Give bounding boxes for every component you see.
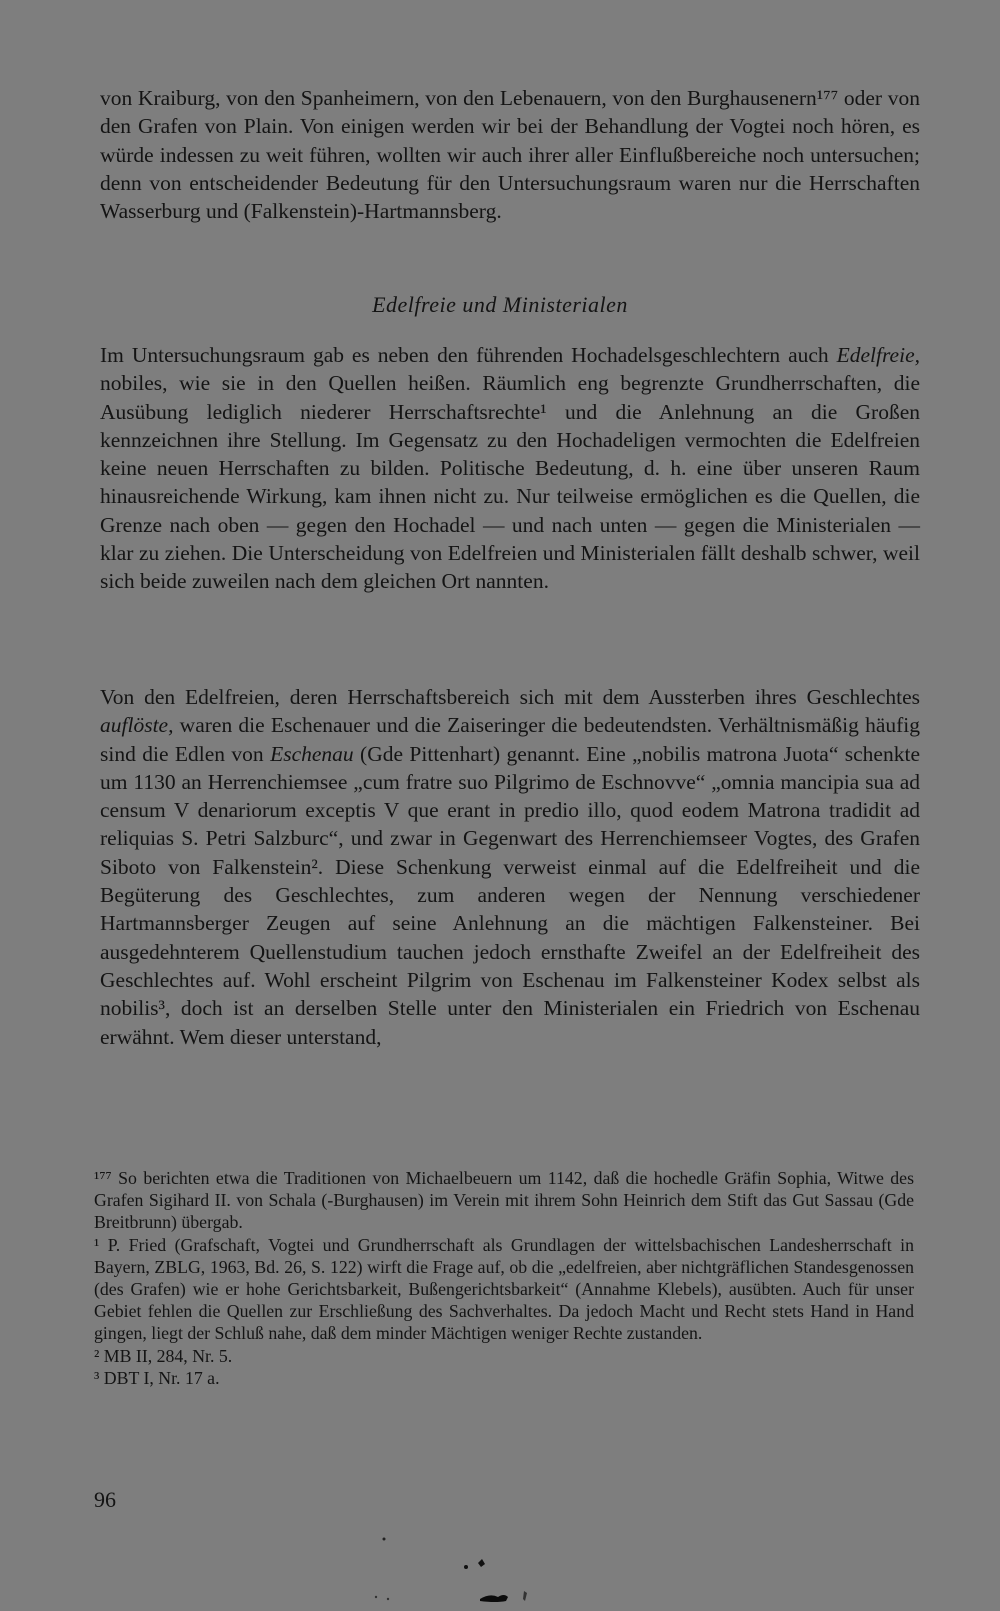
paragraph-text [100,341,920,596]
paragraph-text [100,683,920,1051]
body-paragraph-3 [100,683,920,1051]
paragraph-text-part: waren die Eschenauer und die Zaiseringer die bedeutendsten. Verhältnismäßig häufig sind die Edlen von [100,713,920,766]
paragraph-text-part: (Gde Pittenhart) genannt. Eine „nobilis matrona Juota“ schenkte um 1130 an Herrenchiemsee „cum fratre suo Pilgrimo de Eschnovve“ „omnia mancipia sua ad censum V denariorum exceptis V que erant in predio illo, quod eodem Matrona tradidit ad reliquias S. Petri Salzburc“, und zwar in Gegenwart des Herrenchiemseer Vogtes, des Grafen Siboto von Falkenstein². Diese Schenkung verweist einmal auf die Edelfreiheit und die Begüterung des Geschlechtes, zum anderen wegen der Nennung verschiedener Hartmannsberger Zeugen auf seine Anlehnung an die mächtigen Falkensteiner. Bei ausgedehnterem Quellenstudium tauchen jedoch ernsthafte Zweifel an der Edelfreiheit des Geschlechtes auf. Wohl erscheint Pilgrim von Eschenau im Falkensteiner Kodex selbst als nobilis³, doch ist an derselben Stelle unter den Ministerialen ein Friedrich von Eschenau erwähnt. Wem dieser unterstand, [100,741,920,1049]
footnote-1: ¹ P. Fried (Grafschaft, Vogtei und Grundherrschaft als Grundlagen der wittelsbachischen Landesherrschaft in Bayern, ZBLG, 1963, Bd. 26, S. 122) wirft die Frage auf, ob die „edelfreien, aber nichtgräflichen Standesgenossen (des Grafen) wie er hohe Gerichtsbarkeit, Bußengerichtsbarkeit“ (Annahme Klebels), ausübten. Auch für unser Gebiet fehlen die Quellen zur Erschließung des Sachverhaltes. Da jedoch Macht und Recht stets Hand in Hand gingen, liegt der Schluß nahe, daß dem minder Mächtigen weniger Rechte zustanden. [94,1234,914,1344]
paragraph-text-part: nobiles, wie sie in den Quellen heißen. Räumlich eng begrenzte Grundherrschaften, die Ausübung lediglich niederer Herrschaftsrechte¹ und die Anlehnung an die Großen kennzeichnen ihre Stellung. Im Gegensatz zu den Hochadeligen vermochten die Edelfreien keine neuen Herrschaften zu bilden. Politische Bedeutung, d. h. eine über unseren Raum hinausreichende Wirkung, kam ihnen nicht zu. Nur teilweise ermöglichen es die Quellen, die Grenze nach oben — gegen den Hochadel — und nach unten — gegen die Ministerialen — klar zu ziehen. Die Unterscheidung von Edelfreien und Ministerialen fällt deshalb schwer, weil sich beide zuweilen nach dem gleichen Ort nannten. [100,371,920,594]
footnote-3: ³ DBT I, Nr. 17 a. [94,1367,220,1388]
scan-specks [370,1535,590,1605]
footnote-177: ¹⁷⁷ So berichten etwa die Traditionen von Michaelbeuern um 1142, daß die hochedle Gräfin Sophia, Witwe des Grafen Sigihard II. von Schala (-Burghausen) im Verein mit ihrem Sohn Heinrich dem Stift das Gut Sassau (Gde Breitbrunn) übergab. [94,1168,914,1233]
emphasis-text: Edelfreie, [836,343,920,367]
body-paragraph-1 [100,84,920,225]
section-heading: Edelfreie und Ministerialen [372,292,628,317]
footnotes [94,1167,914,1389]
emphasis-text: auflöste, [100,713,174,738]
paragraph-text: von Kraiburg, von den Spanheimern, von den Lebenauern, von den Burghausenern¹⁷⁷ oder von den Grafen von Plain. Von einigen werden wir bei der Behandlung der Vogtei noch hören, es würde indessen zu weit führen, wollten wir auch ihrer aller Einflußbereiche noch untersuchen; denn von entscheidender Bedeutung für den Untersuchungsraum waren nur die Herrschaften Wasserburg und (Falkenstein)-Hartmannsberg. [100,86,920,224]
paragraph-text-part: Im Untersuchungsraum gab es neben den führenden Hochadelsgeschlechtern auch [100,343,837,367]
emphasis-text: Eschenau [270,741,354,766]
body-paragraph-2 [100,341,920,596]
paragraph-text-part: Von den Edelfreien, deren Herrschaftsbereich sich mit dem Aussterben ihres Geschlechtes [100,685,920,709]
page-number: 96 [94,1487,116,1512]
footnote-2: ² MB II, 284, Nr. 5. [94,1345,233,1366]
